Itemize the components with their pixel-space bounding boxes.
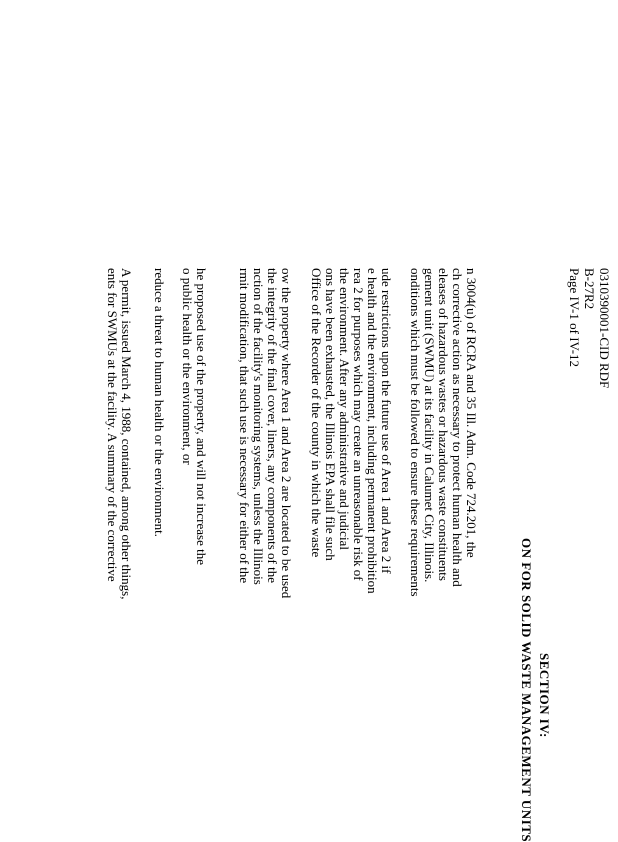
section-title: ON FOR SOLID WASTE MANAGEMENT UNITS [519, 538, 534, 842]
paragraph-3-line-1: ow the property where Area 1 and Area 2 are located to be used [279, 268, 294, 599]
paragraph-5-line-1: reduce a threat to human health or the environment. [152, 268, 167, 537]
paragraph-2-line-5: ons have been exhausted, the Illinois EPA shall file such [323, 268, 338, 561]
paragraph-1-line-3: eleases of hazardous wastes or hazardous waste constituents [436, 268, 451, 581]
paragraph-2-line-1: ude restrictions upon the future use of Area 1 and Area 2 if [379, 268, 394, 574]
paragraph-6-line-1: A permit, issued March 4, 1988, contained, among other things, [119, 268, 134, 600]
paragraph-2-line-2: e health and the environment, including permanent prohibition [365, 268, 380, 594]
revision-number: B-27R2 [582, 268, 597, 310]
paragraph-3-line-2: the integrity of the final cover, liners, any components of the [265, 268, 280, 583]
paragraph-6-line-2: ents for SWMUs at the facility. A summary of the corrective [105, 268, 120, 582]
paragraph-2-line-3: rea 2 for purposes which may create an unreasonable risk of [351, 268, 366, 581]
paragraph-3-line-3: nction of the facility's monitoring systems, unless the Illinois [251, 268, 266, 585]
page-number: Page IV-1 of IV-12 [567, 268, 582, 368]
paragraph-2-line-4: the environment. After any administrative and judicial [337, 268, 352, 550]
paragraph-1-line-1: n 3004(u) of RCRA and 35 Ill. Adm. Code 724.201, the [464, 268, 479, 558]
rotated-page-content [0, 268, 612, 842]
paragraph-3-line-4: rmit modification, that such use is necessary for either of the [237, 268, 252, 584]
paragraph-1-line-2: ch corrective action as necessary to protect human health and [450, 268, 465, 587]
paragraph-4-line-1: he proposed use of the property, and will not increase the [194, 268, 209, 565]
section-label: SECTION IV: [537, 653, 552, 738]
paragraph-2-line-6: Office of the Recorder of the county in which the waste [309, 268, 324, 558]
paragraph-4-line-2: o public health or the environment, or [180, 268, 195, 465]
paragraph-1-line-4: gement unit (SWMU) at its facility in Calumet City, Illinois. [422, 268, 437, 583]
paragraph-1-line-5: onditions which must be followed to ensure these requirements [408, 268, 423, 597]
document-id: 0310390001-CID RDF [597, 268, 612, 389]
